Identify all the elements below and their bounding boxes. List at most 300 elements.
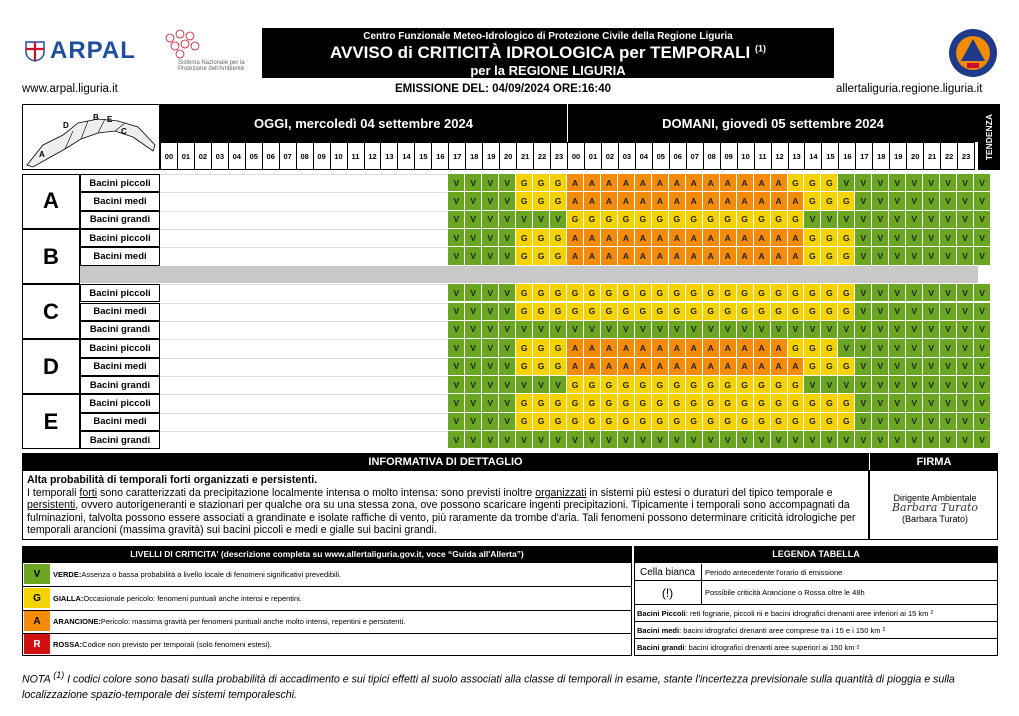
level-cell: G: [720, 394, 736, 411]
level-cell: G: [788, 339, 804, 356]
level-cell: V: [974, 303, 990, 320]
level-cell: V: [906, 431, 922, 448]
level-cell: G: [652, 413, 668, 430]
level-cell: G: [838, 358, 854, 375]
level-cell: V: [906, 174, 922, 191]
level-cell: V: [499, 247, 515, 264]
level-cell: A: [669, 247, 685, 264]
level-cell: V: [872, 192, 888, 209]
snpa-logo-text: Sistema Nazionale per la Protezione dell'Ambiente: [178, 60, 245, 72]
hour-cell: 12: [364, 142, 382, 170]
level-cell: G: [533, 358, 549, 375]
level-cell: G: [804, 339, 820, 356]
level-cell: V: [482, 174, 498, 191]
level-cell: G: [550, 394, 566, 411]
level-cell: G: [652, 376, 668, 393]
level-cell: G: [567, 394, 583, 411]
level-cell: V: [974, 394, 990, 411]
level-cell: V: [940, 431, 956, 448]
firma-header: FIRMA: [870, 453, 998, 470]
level-cell: V: [448, 339, 464, 356]
level-cell: V: [872, 339, 888, 356]
level-cell: A: [601, 229, 617, 246]
hour-cell: 11: [347, 142, 365, 170]
level-cell: V: [889, 339, 905, 356]
level-cell: V: [923, 394, 939, 411]
level-cell: A: [618, 358, 634, 375]
level-cell: G: [635, 376, 651, 393]
level-cell: V: [788, 431, 804, 448]
level-cell: V: [499, 394, 515, 411]
level-cell: V: [754, 431, 770, 448]
level-cell: G: [771, 376, 787, 393]
level-cell: G: [754, 394, 770, 411]
level-cell: V: [567, 321, 583, 338]
allertaliguria-url[interactable]: allertaliguria.regione.liguria.it: [836, 83, 983, 95]
basin-label: Bacini piccoli: [80, 229, 160, 247]
level-cell: G: [516, 284, 532, 301]
level-cell: V: [465, 174, 481, 191]
level-cell: G: [703, 284, 719, 301]
level-cell: A: [771, 174, 787, 191]
legend-cella-bianca-desc: Periodo antecedente l'orario di emissione: [705, 567, 843, 577]
level-cell: V: [923, 192, 939, 209]
level-cell: G: [771, 303, 787, 320]
level-cell: G: [618, 211, 634, 228]
level-cell: G: [652, 303, 668, 320]
level-cell: V: [465, 303, 481, 320]
level-cell: V: [855, 303, 871, 320]
level-cell: V: [889, 247, 905, 264]
level-cell: V: [499, 174, 515, 191]
basin-label: Bacini piccoli: [80, 339, 160, 357]
level-cell: G: [669, 413, 685, 430]
level-divider: [22, 586, 632, 587]
level-cell: V: [516, 321, 532, 338]
level-cell: V: [974, 211, 990, 228]
level-cell: G: [584, 303, 600, 320]
white-cells: [160, 303, 448, 321]
hour-cell: 04: [635, 142, 653, 170]
level-cell: A: [567, 339, 583, 356]
level-cell: V: [855, 339, 871, 356]
level-cell: V: [940, 303, 956, 320]
level-cell: A: [720, 192, 736, 209]
level-cell: G: [550, 247, 566, 264]
level-cell: V: [906, 339, 922, 356]
level-cell: A: [754, 174, 770, 191]
level-cell: G: [720, 376, 736, 393]
level-cell: V: [652, 431, 668, 448]
level-cell: G: [533, 284, 549, 301]
level-cell: G: [550, 413, 566, 430]
level-cell: A: [669, 229, 685, 246]
level-cell: V: [720, 321, 736, 338]
level-cell: G: [754, 413, 770, 430]
level-cell: V: [482, 211, 498, 228]
level-cell: V: [516, 376, 532, 393]
level-cell: V: [618, 321, 634, 338]
level-cell: A: [720, 358, 736, 375]
hour-cell: 07: [279, 142, 297, 170]
level-cell: V: [754, 321, 770, 338]
level-cell: V: [482, 229, 498, 246]
level-cell: G: [533, 339, 549, 356]
level-cell: A: [652, 174, 668, 191]
level-cell: V: [584, 431, 600, 448]
level-cell: V: [499, 192, 515, 209]
level-cell: V: [482, 358, 498, 375]
level-cell: A: [652, 358, 668, 375]
zone-label-d: D: [22, 339, 80, 394]
hour-cell: 17: [448, 142, 466, 170]
level-cell: A: [669, 358, 685, 375]
level-cell: G: [584, 413, 600, 430]
level-cell: A: [788, 192, 804, 209]
level-cell: G: [804, 174, 820, 191]
level-cell: G: [516, 247, 532, 264]
level-cell: V: [855, 229, 871, 246]
level-cell: G: [838, 229, 854, 246]
level-cell: A: [737, 358, 753, 375]
level-cell: G: [516, 303, 532, 320]
level-cell: A: [720, 229, 736, 246]
level-cell: V: [448, 229, 464, 246]
basin-label: Bacini medi: [80, 192, 160, 210]
hour-cell: 05: [652, 142, 670, 170]
level-cell: V: [838, 376, 854, 393]
level-cell: G: [804, 358, 820, 375]
level-cell: A: [703, 339, 719, 356]
level-cell: V: [872, 247, 888, 264]
level-cell: A: [737, 174, 753, 191]
level-cell: G: [804, 229, 820, 246]
level-cell: G: [788, 284, 804, 301]
nota-footnote: NOTA $^{(1)}$ I codici colore sono basati sulla probabilità di accadimento e sui tipici effetti al suolo associati alla classe di temporali in esame, stante l'incertezza previsionale sulla quantità di pioggia e sulla localizzazione spazio-temporale dei sistemi temporaleschi.: [22, 670, 955, 701]
level-cell: V: [482, 413, 498, 430]
title-note-ref: (1): [755, 43, 767, 54]
level-cell: V: [906, 247, 922, 264]
level-cell: V: [923, 229, 939, 246]
level-cell: A: [618, 339, 634, 356]
level-cell: V: [940, 358, 956, 375]
level-cell: A: [703, 358, 719, 375]
level-cell: V: [465, 229, 481, 246]
level-cell: G: [601, 376, 617, 393]
level-desc-a: ARANCIONE: Pericolo: massima gravità per fenomeni puntuali anche molto intensi, repentini e persistenti.: [53, 616, 406, 626]
level-cell: V: [567, 431, 583, 448]
level-cell: V: [957, 174, 973, 191]
level-cell: V: [889, 358, 905, 375]
level-cell: V: [448, 211, 464, 228]
level-cell: G: [838, 413, 854, 430]
level-cell: V: [957, 192, 973, 209]
level-cell: A: [567, 229, 583, 246]
level-cell: G: [516, 358, 532, 375]
level-cell: G: [686, 284, 702, 301]
bulletin-subtitle: per la REGIONE LIGURIA: [470, 63, 626, 78]
legend-bacini-piccoli: Bacini Piccoli : reti fognarie, piccoli rii e bacini idrografici drenanti aree inferiori ai 15 km 2: [634, 605, 998, 622]
legenda-header: LEGENDA TABELLA: [634, 546, 998, 562]
level-cell: V: [788, 321, 804, 338]
level-cell: V: [448, 284, 464, 301]
level-cell: G: [838, 284, 854, 301]
level-cell: V: [872, 229, 888, 246]
level-cell: A: [686, 174, 702, 191]
level-cell: V: [940, 321, 956, 338]
level-cell: V: [872, 431, 888, 448]
level-cell: G: [771, 394, 787, 411]
level-cell: A: [635, 174, 651, 191]
level-cell: G: [635, 394, 651, 411]
white-cells: [160, 174, 448, 192]
informativa-text: Alta probabilità di temporali forti organizzati e persistenti. I temporali forti sono caratterizzati da precipitazione localmente intensa o molto intensa: sono previsti inoltre organizzati in sistemi più estesi o duraturi del tipico temporale e persistenti, ovvero autorigeneranti e stazionari per qualche ora su una stessa zona, ove possono scaricare ingenti precipitazioni. Tipicamente i temporali sono accompagnati da fulminazioni, talvolta possono essere associati a grandinate e isolate raffiche di vento, più raramente da trombe d'aria. Tali fenomeni possono determinare criticità idrologiche per temporali arancioni (massima gravità) sui bacini piccoli e medi e gialle sui bacini grandi.: [27, 474, 856, 537]
tendenza-header: TENDENZA: [978, 104, 1000, 170]
basin-label: Bacini medi: [80, 303, 160, 321]
level-cell: V: [923, 321, 939, 338]
level-cell: V: [465, 321, 481, 338]
level-cell: V: [703, 431, 719, 448]
level-cell: V: [448, 394, 464, 411]
level-cell: A: [788, 358, 804, 375]
level-cell: A: [618, 229, 634, 246]
level-cell: A: [618, 247, 634, 264]
level-cell: A: [686, 358, 702, 375]
level-cell: V: [465, 431, 481, 448]
level-cell: G: [703, 413, 719, 430]
level-cell: G: [737, 211, 753, 228]
level-cell: V: [855, 321, 871, 338]
level-cell: A: [771, 192, 787, 209]
signature-block: [880, 493, 990, 524]
level-cell: G: [618, 376, 634, 393]
level-cell: G: [737, 394, 753, 411]
level-cell: V: [923, 358, 939, 375]
level-cell: G: [652, 284, 668, 301]
level-cell: G: [686, 413, 702, 430]
level-cell: V: [923, 211, 939, 228]
hour-cell: 21: [923, 142, 941, 170]
map-label-c: C: [121, 127, 127, 136]
level-cell: G: [601, 394, 617, 411]
level-cell: G: [804, 192, 820, 209]
level-cell: V: [448, 431, 464, 448]
level-cell: V: [838, 321, 854, 338]
level-cell: V: [855, 394, 871, 411]
level-cell: V: [974, 376, 990, 393]
level-cell: G: [737, 303, 753, 320]
hour-cell: 00: [160, 142, 178, 170]
level-cell: V: [872, 284, 888, 301]
level-cell: G: [584, 211, 600, 228]
level-cell: V: [737, 321, 753, 338]
level-cell: G: [550, 174, 566, 191]
level-cell: V: [737, 431, 753, 448]
level-cell: G: [821, 284, 837, 301]
level-cell: V: [957, 321, 973, 338]
level-cell: V: [940, 394, 956, 411]
level-cell: G: [804, 247, 820, 264]
level-cell: A: [737, 192, 753, 209]
level-cell: G: [703, 211, 719, 228]
level-cell: G: [652, 211, 668, 228]
hour-cell: 20: [906, 142, 924, 170]
legend-bacini-medi: Bacini medi : bacini idrografici drenanti aree comprese tra i 15 e i 150 km 2: [634, 622, 998, 639]
level-cell: G: [804, 413, 820, 430]
level-cell: G: [533, 394, 549, 411]
level-cell: A: [686, 192, 702, 209]
level-cell: G: [550, 303, 566, 320]
arpal-url[interactable]: www.arpal.liguria.it: [22, 83, 118, 95]
level-cell: G: [601, 303, 617, 320]
level-cell: G: [821, 358, 837, 375]
level-cell: G: [771, 284, 787, 301]
center-name: Centro Funzionale Meteo-Idrologico di Protezione Civile della Regione Liguria: [363, 31, 733, 42]
level-cell: A: [669, 192, 685, 209]
level-cell: A: [669, 339, 685, 356]
white-cells: [160, 431, 448, 449]
level-cell: G: [754, 284, 770, 301]
level-cell: V: [906, 413, 922, 430]
level-cell: V: [940, 413, 956, 430]
level-cell: V: [957, 358, 973, 375]
level-cell: V: [855, 211, 871, 228]
level-cell: V: [957, 247, 973, 264]
emission-datetime: EMISSIONE DEL: 04/09/2024 ORE:16:40: [395, 83, 612, 95]
basin-label: Bacini grandi: [80, 376, 160, 394]
hour-cell: 23: [957, 142, 975, 170]
level-cell: G: [754, 211, 770, 228]
level-cell: G: [516, 413, 532, 430]
level-cell: G: [804, 303, 820, 320]
level-cell: V: [974, 321, 990, 338]
level-cell: G: [550, 284, 566, 301]
level-cell: V: [957, 376, 973, 393]
level-cell: A: [584, 247, 600, 264]
level-cell: G: [550, 339, 566, 356]
level-cell: V: [889, 413, 905, 430]
level-cell: V: [804, 376, 820, 393]
level-cell: A: [635, 339, 651, 356]
level-cell: G: [754, 376, 770, 393]
level-cell: V: [906, 358, 922, 375]
level-cell: G: [516, 192, 532, 209]
level-cell: G: [550, 192, 566, 209]
level-cell: V: [889, 284, 905, 301]
level-cell: V: [465, 358, 481, 375]
informativa-title: Alta probabilità di temporali forti organizzati e persistenti.: [27, 474, 318, 486]
warning-symbol-icon: (!): [634, 581, 702, 604]
white-cells: [160, 211, 448, 229]
white-cells: [160, 192, 448, 210]
hour-cell: 15: [414, 142, 432, 170]
level-cell: G: [584, 376, 600, 393]
level-cell: V: [855, 192, 871, 209]
level-cell: G: [584, 394, 600, 411]
level-cell: V: [889, 431, 905, 448]
hour-cell: 01: [584, 142, 602, 170]
level-cell: A: [686, 339, 702, 356]
basin-label: Bacini medi: [80, 358, 160, 376]
level-cell: V: [482, 339, 498, 356]
level-cell: G: [635, 413, 651, 430]
basin-label: Bacini grandi: [80, 321, 160, 339]
liguria-map-icon: [23, 105, 159, 169]
level-cell: G: [821, 413, 837, 430]
level-cell: G: [584, 284, 600, 301]
hour-cell: 12: [771, 142, 789, 170]
level-cell: V: [974, 413, 990, 430]
level-cell: A: [635, 247, 651, 264]
level-cell: V: [889, 321, 905, 338]
level-cell: V: [482, 303, 498, 320]
level-cell: V: [923, 376, 939, 393]
level-cell: V: [855, 174, 871, 191]
protezione-civile-logo: [948, 28, 998, 78]
level-cell: G: [533, 413, 549, 430]
level-cell: V: [974, 174, 990, 191]
hour-cell: 06: [262, 142, 280, 170]
level-cell: G: [669, 394, 685, 411]
arpal-logo-text: ARPAL: [50, 37, 136, 64]
map-label-e: E: [107, 115, 113, 124]
hour-cell: 13: [788, 142, 806, 170]
level-cell: V: [906, 321, 922, 338]
level-cell: G: [804, 284, 820, 301]
hour-cell: 00: [567, 142, 585, 170]
basin-label: Bacini medi: [80, 413, 160, 431]
level-cell: V: [584, 321, 600, 338]
level-cell: V: [804, 431, 820, 448]
level-cell: V: [906, 284, 922, 301]
level-cell: G: [821, 192, 837, 209]
zone-label-b: B: [22, 229, 80, 284]
level-cell: V: [923, 303, 939, 320]
hour-cell: 02: [601, 142, 619, 170]
level-cell: V: [635, 431, 651, 448]
basin-label: Bacini grandi: [80, 211, 160, 229]
level-cell: V: [923, 339, 939, 356]
zone-label-a: A: [22, 174, 80, 229]
level-cell: V: [448, 321, 464, 338]
level-cell: A: [635, 192, 651, 209]
level-cell: A: [601, 247, 617, 264]
hour-cell: 17: [855, 142, 873, 170]
level-cell: A: [737, 247, 753, 264]
level-cell: V: [635, 321, 651, 338]
white-cells: [160, 413, 448, 431]
level-cell: V: [533, 376, 549, 393]
level-cell: V: [821, 431, 837, 448]
level-cell: A: [584, 339, 600, 356]
arpal-shield-icon: [24, 40, 46, 62]
level-cell: A: [788, 229, 804, 246]
level-cell: V: [923, 247, 939, 264]
hour-cell: 22: [533, 142, 551, 170]
hour-cell: 09: [313, 142, 331, 170]
level-cell: A: [737, 339, 753, 356]
level-cell: V: [465, 413, 481, 430]
level-cell: G: [516, 339, 532, 356]
level-cell: V: [465, 211, 481, 228]
level-cell: V: [957, 431, 973, 448]
level-cell: V: [957, 339, 973, 356]
level-cell: G: [618, 394, 634, 411]
level-cell: V: [906, 376, 922, 393]
signer-role: Dirigente Ambientale: [893, 493, 977, 503]
legend-warning: [634, 581, 998, 605]
level-cell: G: [838, 247, 854, 264]
